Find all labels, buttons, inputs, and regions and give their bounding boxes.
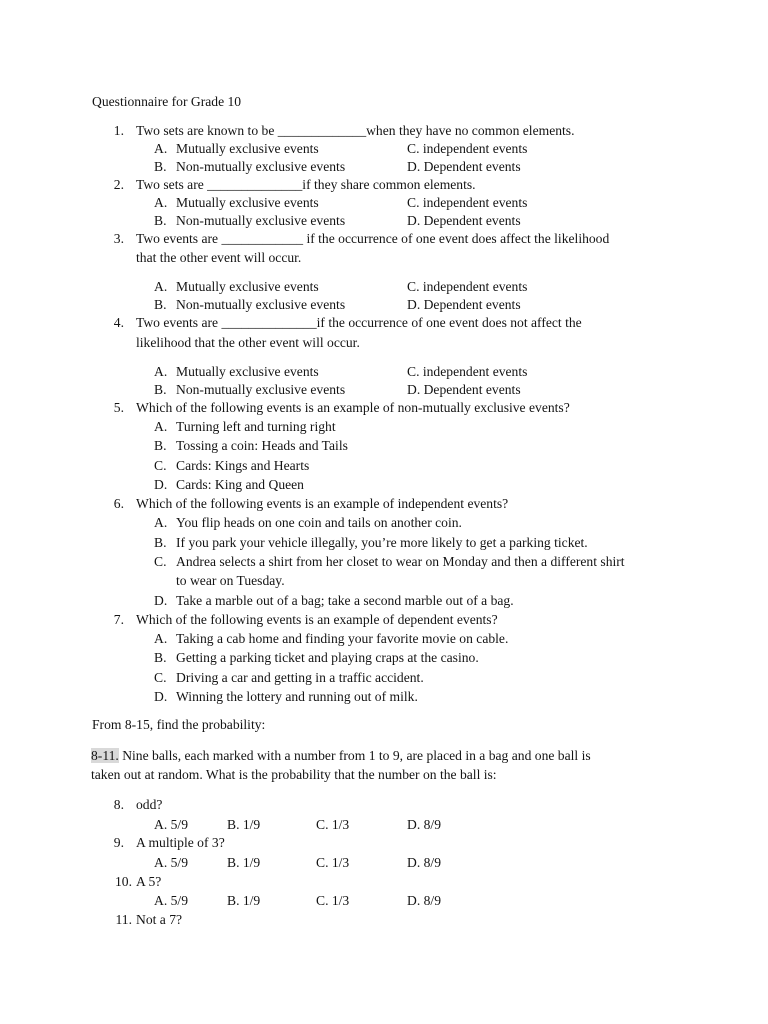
question-text: A multiple of 3? [136, 835, 225, 850]
option-text: to wear on Tuesday. [176, 573, 285, 588]
option-letter: B. [154, 159, 167, 174]
option-text: Driving a car and getting in a traffic accident. [176, 670, 424, 685]
answer-choice: B. 1/9 [227, 893, 261, 908]
question-text: A 5? [136, 874, 162, 889]
option-text: Mutually exclusive events [176, 364, 319, 379]
question-number: 6. [113, 496, 124, 511]
option-text: If you park your vehicle illegally, you’re more likely to get a parking ticket. [176, 535, 588, 550]
answer-choice: A. 5/9 [154, 893, 188, 908]
question-text: that the other event will occur. [136, 250, 302, 265]
option-text: Cards: Kings and Hearts [176, 458, 310, 473]
problem-prompt [91, 748, 591, 764]
option-text: C. independent events [407, 364, 528, 379]
answer-choice: D. 8/9 [407, 817, 441, 832]
option-text: Taking a cab home and finding your favorite movie on cable. [176, 631, 509, 646]
answer-choice: C. 1/3 [316, 855, 350, 870]
problem-text: Nine balls, each marked with a number from 1 to 9, are placed in a bag and one ball is [118, 748, 591, 763]
option-letter: B. [154, 438, 167, 453]
answer-choice: D. 8/9 [407, 855, 441, 870]
option-letter: A. [154, 515, 168, 530]
answer-choice: B. 1/9 [227, 817, 261, 832]
option-letter: B. [154, 650, 167, 665]
question-text: Two events are ____________ if the occurrence of one event does affect the likelihood [136, 231, 610, 246]
option-text: D. Dependent events [407, 382, 521, 397]
option-text: Andrea selects a shirt from her closet to wear on Monday and then a different shirt [176, 554, 625, 569]
question-number: 9. [113, 835, 124, 850]
answer-choice: A. 5/9 [154, 817, 188, 832]
option-letter: B. [154, 382, 167, 397]
option-letter: C. [154, 458, 167, 473]
option-text: Mutually exclusive events [176, 279, 319, 294]
question-number: 1. [113, 123, 124, 138]
option-letter: A. [154, 419, 168, 434]
question-text: Two sets are known to be _____________when they have no common elements. [136, 123, 575, 138]
option-text: D. Dependent events [407, 159, 521, 174]
option-letter: C. [154, 554, 167, 569]
option-text: C. independent events [407, 279, 528, 294]
option-text: You flip heads on one coin and tails on another coin. [176, 515, 462, 530]
option-text: Non-mutually exclusive events [176, 213, 346, 228]
question-number: 10. [115, 874, 132, 889]
option-text: Take a marble out of a bag; take a second marble out of a bag. [176, 593, 514, 608]
question-text: Which of the following events is an example of independent events? [136, 496, 509, 511]
answer-choice: C. 1/3 [316, 817, 350, 832]
option-text: D. Dependent events [407, 213, 521, 228]
problem-label: 8-11. [91, 748, 119, 763]
page-title: Questionnaire for Grade 10 [92, 94, 242, 109]
option-letter: D. [154, 593, 168, 608]
question-number: 2. [113, 177, 124, 192]
option-letter: B. [154, 535, 167, 550]
option-letter: A. [154, 279, 168, 294]
option-text: Mutually exclusive events [176, 195, 319, 210]
problem-text: taken out at random. What is the probability that the number on the ball is: [91, 767, 497, 782]
option-letter: C. [154, 670, 167, 685]
question-number: 5. [113, 400, 124, 415]
option-letter: A. [154, 195, 168, 210]
answer-choice: C. 1/3 [316, 893, 350, 908]
option-letter: A. [154, 141, 168, 156]
option-text: Non-mutually exclusive events [176, 382, 346, 397]
question-number: 8. [113, 797, 124, 812]
question-text: likelihood that the other event will occur. [136, 335, 360, 350]
option-text: D. Dependent events [407, 297, 521, 312]
question-text: odd? [136, 797, 163, 812]
option-text: C. independent events [407, 195, 528, 210]
option-text: Mutually exclusive events [176, 141, 319, 156]
answer-choice: A. 5/9 [154, 855, 188, 870]
option-text: Non-mutually exclusive events [176, 297, 346, 312]
question-number: 4. [113, 315, 124, 330]
option-text: Winning the lottery and running out of milk. [176, 689, 418, 704]
question-text: Which of the following events is an example of dependent events? [136, 612, 498, 627]
option-text: Tossing a coin: Heads and Tails [176, 438, 348, 453]
section-instruction: From 8-15, find the probability: [92, 717, 266, 732]
option-text: Turning left and turning right [176, 419, 336, 434]
option-letter: D. [154, 689, 168, 704]
answer-choice: B. 1/9 [227, 855, 261, 870]
option-letter: D. [154, 477, 168, 492]
question-text: Which of the following events is an example of non-mutually exclusive events? [136, 400, 570, 415]
option-text: Non-mutually exclusive events [176, 159, 346, 174]
option-letter: A. [154, 631, 168, 646]
question-text: Not a 7? [136, 912, 183, 927]
question-text: Two events are ______________if the occurrence of one event does not affect the [136, 315, 582, 330]
question-number: 3. [113, 231, 124, 246]
option-text: C. independent events [407, 141, 528, 156]
option-letter: B. [154, 213, 167, 228]
option-text: Cards: King and Queen [176, 477, 304, 492]
question-number: 7. [113, 612, 124, 627]
question-text: Two sets are ______________if they share common elements. [136, 177, 476, 192]
question-number: 11. [115, 912, 132, 927]
option-text: Getting a parking ticket and playing craps at the casino. [176, 650, 479, 665]
option-letter: A. [154, 364, 168, 379]
option-letter: B. [154, 297, 167, 312]
answer-choice: D. 8/9 [407, 893, 441, 908]
